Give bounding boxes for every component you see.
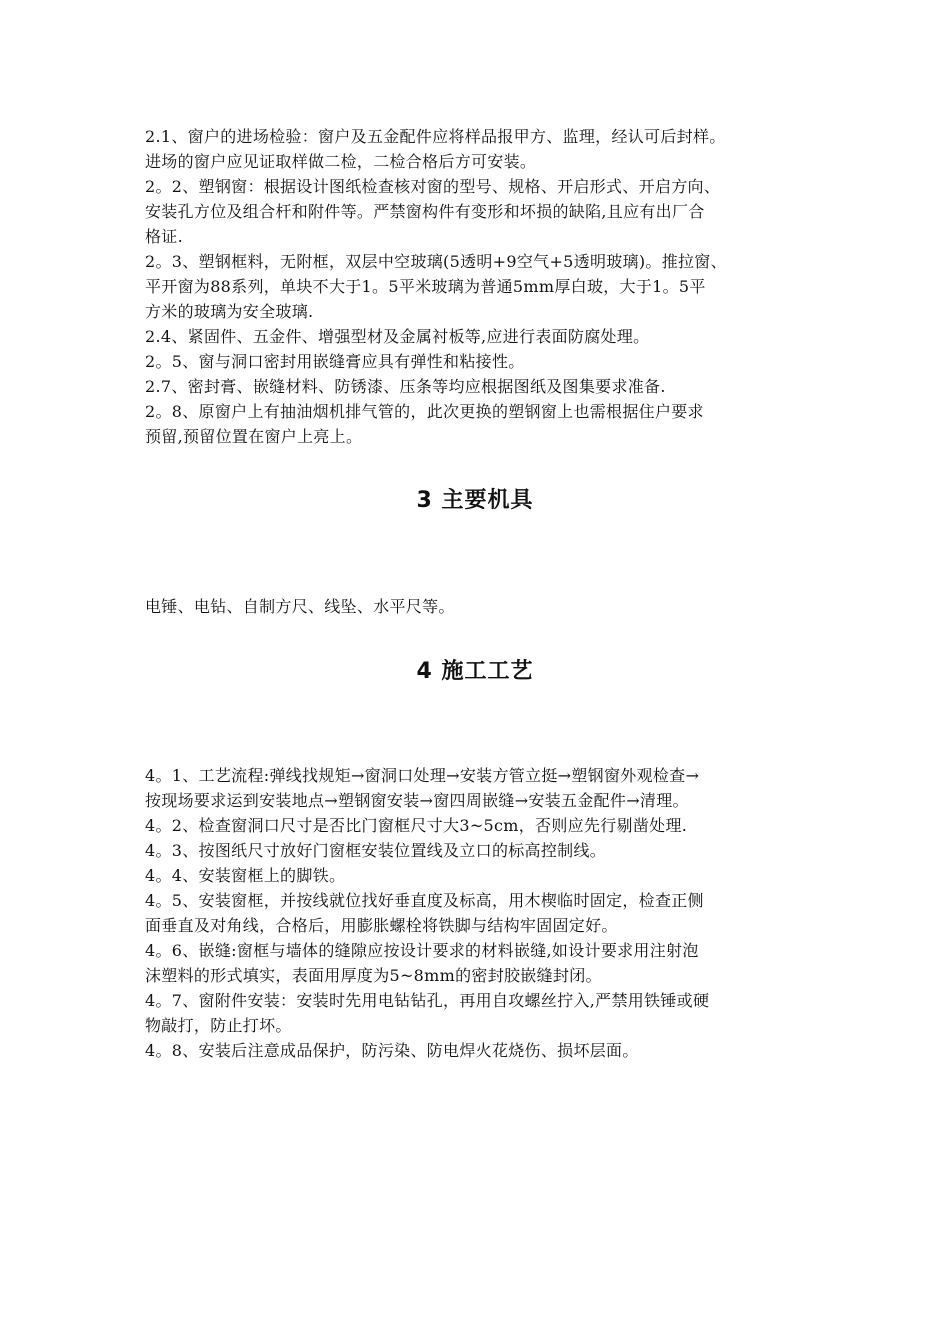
text-line: 方米的玻璃为安全玻璃. <box>145 302 314 321</box>
text-line: 4。7、窗附件安装：安装时先用电钻钻孔，再用自攻螺丝拧入,严禁用铁锤或硬 <box>145 991 710 1010</box>
text-line: 2。3、塑钢框料，无附框，双层中空玻璃(5透明+9空气+5透明玻璃)。推拉窗、 <box>145 252 727 271</box>
text-line: 4。2、检查窗洞口尺寸是否比门窗框尺寸大3~5cm，否则应先行剔凿处理. <box>145 816 688 835</box>
text-line: 4。3、按图纸尺寸放好门窗框安装位置线及立口的标高控制线。 <box>145 841 607 860</box>
text-line: 格证. <box>145 227 183 246</box>
text-line: 按现场要求运到安装地点→塑钢窗安装→窗四周嵌缝→安装五金配件→清理。 <box>145 791 689 810</box>
section-4-body <box>145 763 825 1063</box>
section-2-body <box>145 124 825 449</box>
section-4-heading: 4 施工工艺 <box>416 659 534 684</box>
text-line: 2.1、窗户的进场检验：窗户及五金配件应将样品报甲方、监理，经认可后封样。 <box>145 127 726 146</box>
text-line: 进场的窗户应见证取样做二检，二检合格后方可安装。 <box>145 152 537 171</box>
text-line: 面垂直及对角线，合格后，用膨胀螺栓将铁脚与结构牢固固定好。 <box>145 916 618 935</box>
text-line: 预留,预留位置在窗户上亮上。 <box>145 427 363 446</box>
text-line: 2.4、紧固件、五金件、增强型材及金属衬板等,应进行表面防腐处理。 <box>145 327 650 346</box>
text-line: 平开窗为88系列，单块不大于1。5平米玻璃为普通5mm厚白玻，大于1。5平 <box>145 277 706 296</box>
text-line: 2。8、原窗户上有抽油烟机排气管的，此次更换的塑钢窗上也需根据住户要求 <box>145 402 704 421</box>
text-line: 4。4、安装窗框上的脚铁。 <box>145 866 346 885</box>
text-line: 2.7、密封膏、嵌缝材料、防锈漆、压条等均应根据图纸及图集要求准备. <box>145 377 666 396</box>
text-line: 2。2、塑钢窗：根据设计图纸检查核对窗的型号、规格、开启形式、开启方向、 <box>145 177 721 196</box>
text-line: 4。8、安装后注意成品保护，防污染、防电焊火花烧伤、损坏层面。 <box>145 1041 639 1060</box>
text-line: 安装孔方位及组合杆和附件等。严禁窗构件有变形和坏损的缺陷,且应有出厂合 <box>145 202 705 221</box>
section-3-body <box>145 594 825 619</box>
text-line: 物敲打，防止打坏。 <box>145 1016 292 1035</box>
text-line: 电锤、电钻、自制方尺、线坠、水平尺等。 <box>145 597 455 616</box>
text-line: 4。1、工艺流程:弹线找规矩→窗洞口处理→安装方管立挺→塑钢窗外观检查→ <box>145 766 700 785</box>
text-line: 2。5、窗与洞口密封用嵌缝膏应具有弹性和粘接性。 <box>145 352 525 371</box>
section-3-heading: 3 主要机具 <box>416 488 534 513</box>
text-line: 4。6、嵌缝:窗框与墙体的缝隙应按设计要求的材料嵌缝,如设计要求用注射泡 <box>145 941 699 960</box>
text-line: 沫塑料的形式填实，表面用厚度为5~8mm的密封胶嵌缝封闭。 <box>145 966 602 985</box>
text-line: 4。5、安装窗框，并按线就位找好垂直度及标高，用木楔临时固定，检查正侧 <box>145 891 704 910</box>
